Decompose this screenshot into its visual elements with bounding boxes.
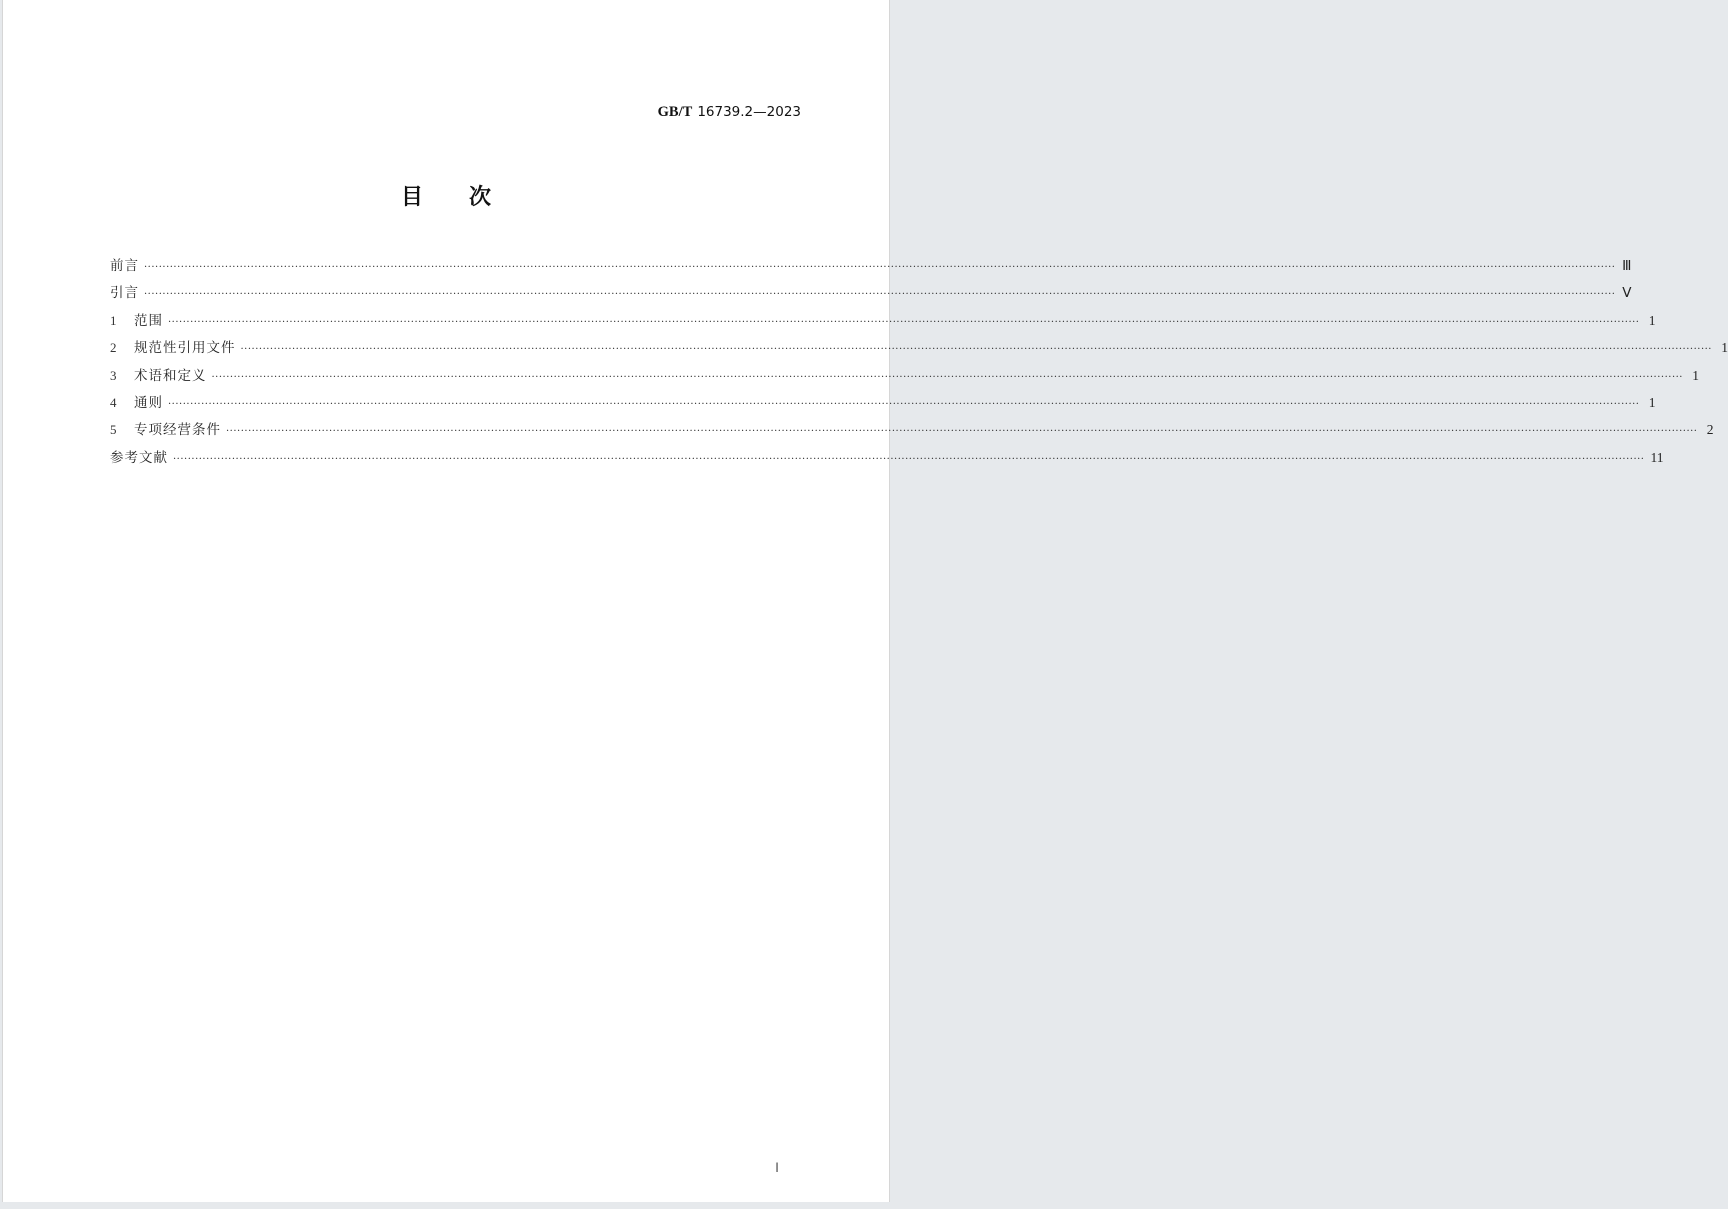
toc-entry-label: 术语和定义 [134, 367, 207, 384]
toc-entry[interactable] [110, 337, 1728, 364]
toc-leader-dots: ················································································································································································································································································································································································································ [240, 344, 1712, 356]
toc-entry-number: 1 [110, 312, 117, 328]
toc-entry-page: 11 [1650, 449, 1664, 465]
toc-entry-page: 1 [1648, 394, 1656, 410]
toc-leader-dots: ················································································································································································································································································································································································································ [144, 262, 1616, 273]
toc-leader-dots: ················································································································································································································································································································································································································ [211, 371, 1683, 383]
table-of-contents [110, 255, 1728, 474]
viewer-bottom-bar [0, 1202, 892, 1209]
toc-leader-dots: ················································································································································································································································································································································································································ [173, 453, 1645, 465]
toc-entry-page: Ⅴ [1622, 285, 1632, 301]
toc-entry[interactable] [110, 310, 1656, 337]
standard-number-value: 16739.2—2023 [697, 104, 801, 120]
toc-entry-label: 规范性引用文件 [134, 340, 236, 357]
toc-entry[interactable] [110, 365, 1699, 392]
toc-entry-page: Ⅲ [1622, 258, 1632, 273]
toc-entry[interactable] [110, 447, 1664, 474]
document-page [2, 0, 1728, 1202]
toc-entry[interactable] [110, 419, 1714, 446]
toc-leader-dots: ················································································································································································································································································································································································································ [226, 426, 1698, 438]
toc-entry-page: 1 [1721, 340, 1728, 356]
toc-entry-label: 前言 [110, 258, 139, 274]
toc-leader-dots: ················································································································································································································································································································································································································ [168, 316, 1640, 328]
toc-entry-page: 1 [1692, 367, 1699, 383]
toc-entry-page: 1 [1648, 312, 1656, 328]
toc-entry[interactable] [110, 255, 1632, 282]
toc-entry-label: 参考文献 [110, 449, 168, 466]
toc-leader-dots: ················································································································································································································································································································································································································ [144, 289, 1616, 301]
toc-entry-label: 通则 [134, 394, 163, 411]
toc-entry-page: 2 [1706, 422, 1714, 438]
toc-entry-label: 引言 [110, 285, 139, 302]
toc-entry-number: 2 [110, 340, 117, 356]
toc-entry-number: 5 [110, 422, 117, 438]
standard-number [658, 104, 801, 121]
standard-code: GB/T [657, 104, 693, 120]
toc-entry-label: 范围 [134, 312, 163, 329]
toc-entry[interactable] [110, 282, 1632, 309]
toc-entry-number: 4 [110, 394, 117, 410]
toc-entry-label: 专项经营条件 [134, 422, 221, 439]
footer-page-number: Ⅰ [775, 1160, 779, 1175]
toc-leader-dots: ················································································································································································································································································································································································································ [168, 398, 1640, 410]
toc-entry-number: 3 [110, 367, 117, 383]
page-title: 目次 [400, 185, 537, 210]
toc-entry[interactable] [110, 392, 1656, 419]
